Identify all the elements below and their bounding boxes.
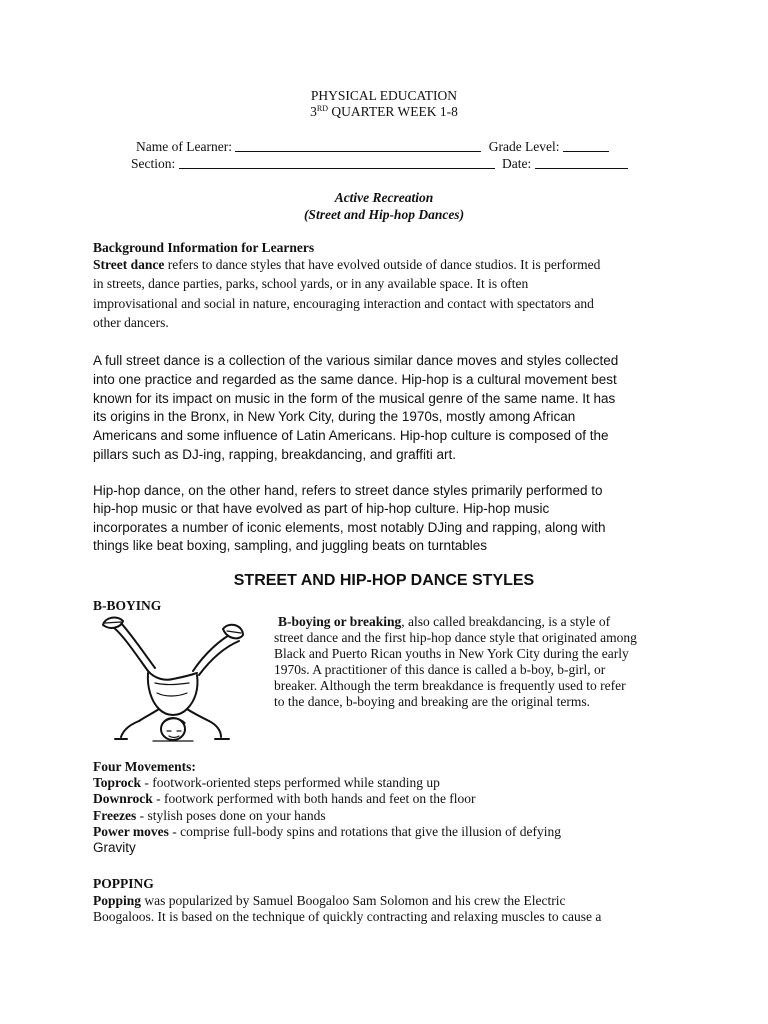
lesson-title: Active Recreation bbox=[334, 190, 434, 205]
paragraph-line: Americans and some influence of Latin Americans. Hip-hop culture is composed of the bbox=[93, 428, 609, 443]
movement-item: Downrock - footwork performed with both hands and feet on the floor bbox=[93, 791, 476, 806]
popping-line: Boogaloos. It is based on the technique of quickly contracting and relaxing muscles to cause a bbox=[93, 909, 602, 924]
paragraph-line: Street dance refers to dance styles that have evolved outside of dance studios. It is performed bbox=[93, 257, 601, 272]
date-blank[interactable] bbox=[535, 156, 628, 169]
quarter-title: 3RD QUARTER WEEK 1-8 bbox=[310, 104, 458, 119]
background-heading: Background Information for Learners bbox=[93, 240, 315, 255]
paragraph-line: incorporates a number of iconic elements, most notably DJing and rapping, along with bbox=[93, 520, 606, 535]
movement-item: Power moves - comprise full-body spins and rotations that give the illusion of defying bbox=[93, 824, 562, 839]
bboying-line: Black and Puerto Rican youths in New York City during the early bbox=[274, 646, 629, 661]
bboying-line: street dance and the first hip-hop dance style that originated among bbox=[274, 630, 637, 645]
styles-heading: STREET AND HIP-HOP DANCE STYLES bbox=[233, 572, 535, 589]
paragraph-line: hip-hop music or that have evolved as part of hip-hop culture. Hip-hop music bbox=[93, 501, 550, 516]
paragraph-line: improvisational and social in nature, encouraging interaction and contact with spectators and bbox=[93, 296, 594, 311]
paragraph-line: other dancers. bbox=[93, 315, 169, 330]
paragraph-line: Hip-hop dance, on the other hand, refers to street dance styles primarily performed to bbox=[93, 483, 603, 498]
section-blank[interactable] bbox=[179, 156, 495, 169]
bboying-line: 1970s. A practitioner of this dance is called a b-boy, b-girl, or bbox=[274, 662, 606, 677]
section-label: Section: bbox=[131, 156, 176, 171]
popping-line: Popping was popularized by Samuel Boogaloo Sam Solomon and his crew the Electric bbox=[93, 893, 566, 908]
paragraph-line: A full street dance is a collection of the various similar dance moves and styles collected bbox=[93, 353, 619, 368]
paragraph-line: into one practice and regarded as the same dance. Hip-hop is a cultural movement best bbox=[93, 372, 617, 387]
date-label: Date: bbox=[502, 156, 532, 171]
paragraph-line: its origins in the Bronx, in New York City, during the 1970s, mostly among African bbox=[93, 409, 576, 424]
movements-heading: Four Movements: bbox=[93, 759, 196, 774]
paragraph-line: known for its impact on music in the form of the musical genre of the same name. It has bbox=[93, 391, 616, 406]
movement-item: Freezes - stylish poses done on your hands bbox=[93, 808, 326, 823]
name-field-row bbox=[136, 139, 609, 155]
grade-blank[interactable] bbox=[563, 139, 609, 152]
name-label: Name of Learner: bbox=[136, 139, 232, 154]
section-field-row bbox=[131, 156, 628, 172]
name-blank[interactable] bbox=[235, 139, 481, 152]
paragraph-line: things like beat boxing, sampling, and juggling beats on turntables bbox=[93, 538, 488, 553]
grade-label: Grade Level: bbox=[488, 139, 560, 154]
bboying-line: to the dance, b-boying and breaking are the original terms. bbox=[274, 694, 591, 709]
breakdancer-illustration bbox=[93, 613, 248, 748]
paragraph-line: in streets, dance parties, parks, school yards, or in any available space. It is often bbox=[93, 276, 529, 291]
bboying-line: breaker. Although the term breakdance is frequently used to refer bbox=[274, 678, 626, 693]
lesson-subtitle: (Street and Hip-hop Dances) bbox=[303, 207, 465, 222]
bboying-heading: B-BOYING bbox=[93, 598, 162, 613]
popping-heading: POPPING bbox=[93, 876, 154, 891]
movement-continuation: Gravity bbox=[93, 840, 136, 855]
bboying-line: B-boying or breaking, also called breakdancing, is a style of bbox=[278, 614, 611, 629]
subject-title: PHYSICAL EDUCATION bbox=[310, 88, 458, 103]
movement-item: Toprock - footwork-oriented steps performed while standing up bbox=[93, 775, 440, 790]
paragraph-line: pillars such as DJ-ing, rapping, breakdancing, and graffiti art. bbox=[93, 447, 456, 462]
